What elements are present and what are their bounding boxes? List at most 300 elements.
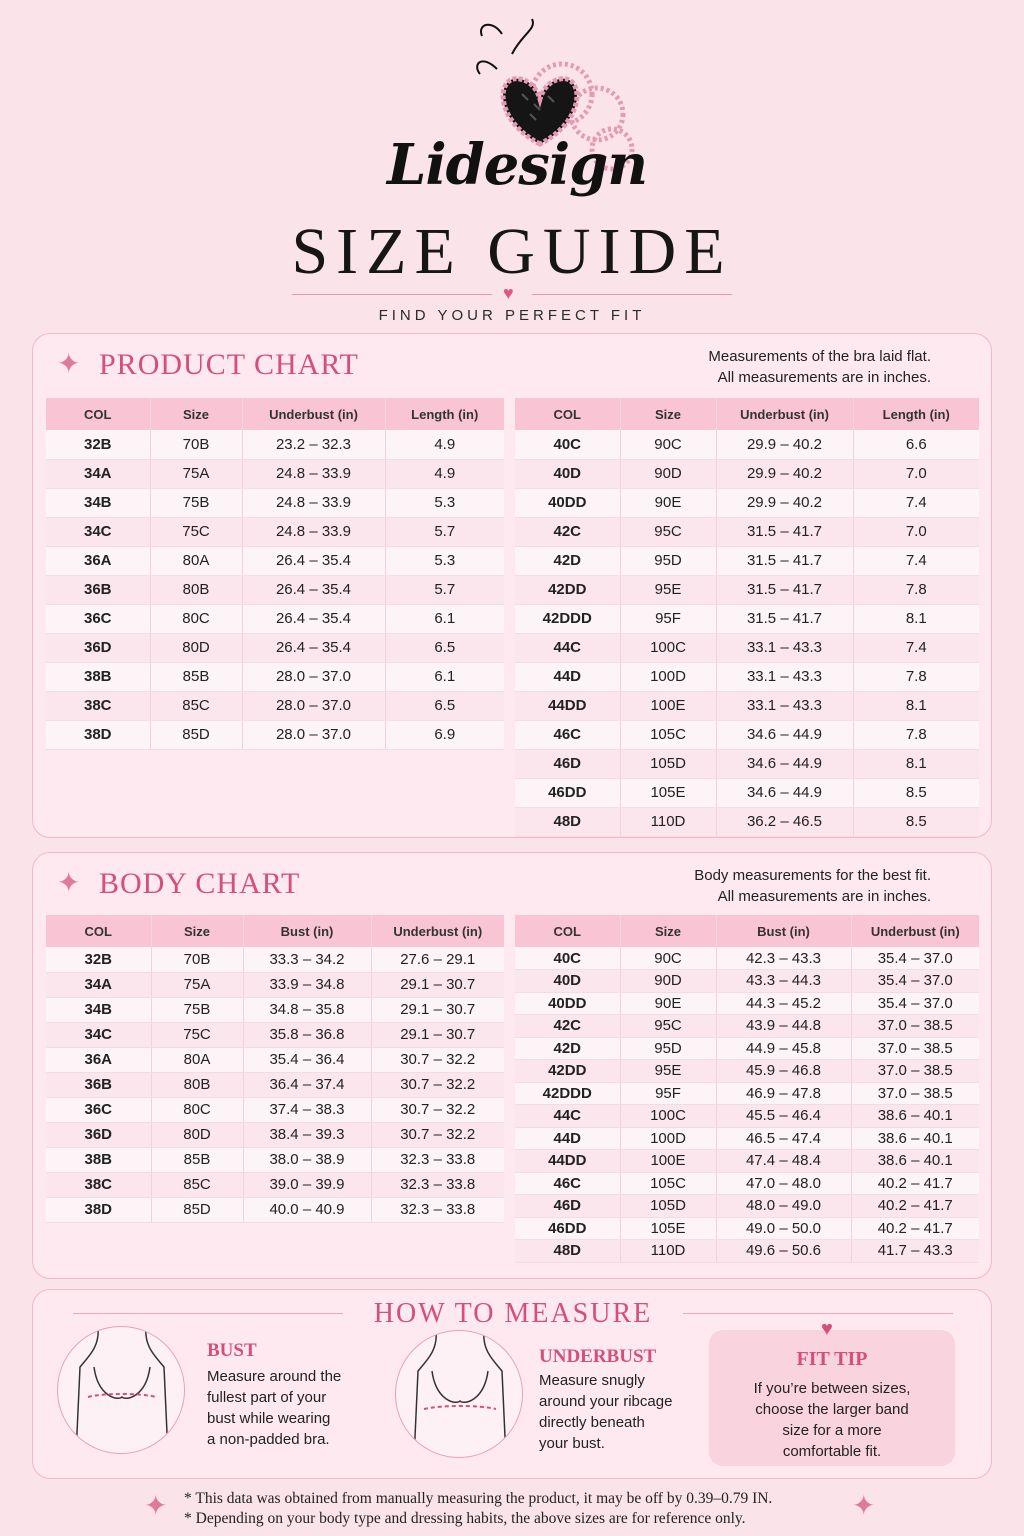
table-row [515,575,979,604]
column-header: Underbust (in) [242,398,385,430]
table-cell: 43.9 – 44.8 [716,1015,851,1038]
table-cell: 36B [46,1072,151,1097]
table-cell: 29.1 – 30.7 [371,972,504,997]
table-cell: 34.6 – 44.9 [716,749,853,778]
table-cell: 33.9 – 34.8 [243,972,371,997]
table-cell: 90D [620,970,716,993]
table-cell: 80C [151,1097,243,1122]
page-subtitle: FIND YOUR PERFECT FIT [378,307,646,324]
table-cell: 34.8 – 35.8 [243,997,371,1022]
table-cell: 49.0 – 50.0 [716,1217,851,1240]
footnote-1: * This data was obtained from manually measuring the product, it may be off by 0.39–0.79 IN. [184,1490,773,1507]
table-cell: 100C [620,633,716,662]
table-header-row [46,398,504,430]
table-cell: 48.0 – 49.0 [716,1195,851,1218]
tip-line: If you’re between sizes, [753,1380,911,1397]
table-cell: 42D [515,1037,620,1060]
column-header: Underbust (in) [851,915,979,947]
table-cell: 35.4 – 37.0 [851,970,979,993]
table-cell: 4.9 [385,459,504,488]
bust-illustration [57,1326,185,1454]
table-cell: 105C [620,720,716,749]
table-cell: 7.4 [853,488,979,517]
note-line: All measurements are in inches. [717,888,931,905]
table-cell: 80B [151,1072,243,1097]
table-cell: 40.2 – 41.7 [851,1172,979,1195]
table-cell: 5.3 [385,488,504,517]
table-row [46,1097,504,1122]
column-header: COL [46,915,151,947]
table-cell: 45.9 – 46.8 [716,1060,851,1083]
table-cell: 48D [515,807,620,836]
table-cell: 95C [620,517,716,546]
table-cell: 37.4 – 38.3 [243,1097,371,1122]
table-cell: 95D [620,546,716,575]
table-cell: 34A [46,459,150,488]
table-cell: 105C [620,1172,716,1195]
note-line: All measurements are in inches. [717,369,931,386]
table-row [515,1240,979,1263]
table-row [46,430,504,459]
brand-logo [372,14,662,214]
table-row [515,1105,979,1128]
product-chart-table-right [515,398,979,837]
column-header: Underbust (in) [716,398,853,430]
table-row [515,1172,979,1195]
table-row [46,1172,504,1197]
table-cell: 42DD [515,575,620,604]
table-cell: 5.7 [385,575,504,604]
table-cell: 7.0 [853,459,979,488]
table-cell: 46DD [515,778,620,807]
tip-line: comfortable fit. [782,1443,882,1460]
table-header-row [515,398,979,430]
table-row [46,1072,504,1097]
table-header-row [515,915,979,947]
table-row [515,1060,979,1083]
table-row [46,947,504,972]
table-cell: 36D [46,633,150,662]
table-cell: 46C [515,1172,620,1195]
table-cell: 8.1 [853,604,979,633]
column-header: Size [150,398,242,430]
table-cell: 33.1 – 43.3 [716,662,853,691]
table-cell: 90C [620,947,716,970]
table-cell: 39.0 – 39.9 [243,1172,371,1197]
table-cell: 32.3 – 33.8 [371,1197,504,1222]
heart-icon: ♥ [503,283,514,303]
table-row [515,604,979,633]
table-cell: 85B [151,1147,243,1172]
table-cell: 38C [46,691,150,720]
table-row [515,947,979,970]
table-row [46,575,504,604]
table-row [46,1047,504,1072]
table-cell: 38.0 – 38.9 [243,1147,371,1172]
table-cell: 44DD [515,1150,620,1173]
instruction-line: Measure snugly [539,1372,645,1389]
table-cell: 29.1 – 30.7 [371,1022,504,1047]
table-cell: 100E [620,1150,716,1173]
table-cell: 110D [620,1240,716,1263]
table-cell: 75A [150,459,242,488]
table-cell: 75B [150,488,242,517]
table-cell: 38B [46,1147,151,1172]
torso-icon [396,1331,523,1458]
table-cell: 110D [620,807,716,836]
table-row [46,720,504,749]
table-row [46,1147,504,1172]
table-cell: 95C [620,1015,716,1038]
table-cell: 35.4 – 37.0 [851,947,979,970]
torso-icon [58,1327,185,1454]
table-cell: 36A [46,1047,151,1072]
table-row [46,459,504,488]
table-cell: 36C [46,1097,151,1122]
table-row [515,1127,979,1150]
table-cell: 44D [515,662,620,691]
bust-title: BUST [207,1340,257,1361]
table-cell: 95F [620,604,716,633]
table-row [515,1037,979,1060]
table-cell: 37.0 – 38.5 [851,1015,979,1038]
table-cell: 45.5 – 46.4 [716,1105,851,1128]
table-cell: 37.0 – 38.5 [851,1037,979,1060]
table-cell: 40C [515,947,620,970]
table-cell: 7.8 [853,662,979,691]
title-divider-right [532,294,732,295]
table-cell: 32.3 – 33.8 [371,1172,504,1197]
fit-tip-text [729,1378,935,1462]
table-cell: 34.6 – 44.9 [716,720,853,749]
table-cell: 40.0 – 40.9 [243,1197,371,1222]
table-cell: 35.4 – 36.4 [243,1047,371,1072]
table-cell: 28.0 – 37.0 [242,720,385,749]
table-cell: 7.0 [853,517,979,546]
table-cell: 26.4 – 35.4 [242,633,385,662]
table-cell: 42DD [515,1060,620,1083]
bust-instructions [207,1366,341,1450]
table-row [46,691,504,720]
table-cell: 36A [46,546,150,575]
column-header: Size [151,915,243,947]
table-cell: 90E [620,488,716,517]
table-row [515,1150,979,1173]
table-cell: 75C [151,1022,243,1047]
table-cell: 46D [515,749,620,778]
table-cell: 7.8 [853,575,979,604]
table-cell: 38B [46,662,150,691]
table-cell: 49.6 – 50.6 [716,1240,851,1263]
table-row [515,749,979,778]
table-cell: 105E [620,1217,716,1240]
table-row [46,1122,504,1147]
table-cell: 80A [150,546,242,575]
table-cell: 5.3 [385,546,504,575]
table-row [515,970,979,993]
table-row [515,992,979,1015]
table-cell: 42.3 – 43.3 [716,947,851,970]
table-cell: 6.1 [385,662,504,691]
table-cell: 44C [515,1105,620,1128]
note-line: Body measurements for the best fit. [694,867,931,884]
table-row [46,1197,504,1222]
table-cell: 37.0 – 38.5 [851,1060,979,1083]
table-cell: 30.7 – 32.2 [371,1122,504,1147]
body-chart-table-left [46,915,504,1223]
table-cell: 24.8 – 33.9 [242,488,385,517]
table-cell: 38.6 – 40.1 [851,1105,979,1128]
table-cell: 30.7 – 32.2 [371,1072,504,1097]
instruction-line: Measure around the [207,1368,342,1385]
underbust-instructions [539,1370,672,1454]
table-cell: 80D [151,1122,243,1147]
instruction-line: around your ribcage [539,1393,673,1410]
table-cell: 38.6 – 40.1 [851,1127,979,1150]
table-cell: 33.1 – 43.3 [716,691,853,720]
table-cell: 85C [151,1172,243,1197]
how-to-measure-panel [32,1289,992,1479]
table-row [515,430,979,459]
table-cell: 38C [46,1172,151,1197]
table-row [515,662,979,691]
table-cell: 42D [515,546,620,575]
table-row [46,517,504,546]
table-cell: 43.3 – 44.3 [716,970,851,993]
table-cell: 47.4 – 48.4 [716,1150,851,1173]
table-cell: 34B [46,488,150,517]
table-cell: 95F [620,1082,716,1105]
sparkle-icon: ✦ [57,348,81,379]
table-cell: 75C [150,517,242,546]
table-cell: 100D [620,662,716,691]
table-cell: 70B [150,430,242,459]
table-cell: 35.8 – 36.8 [243,1022,371,1047]
table-cell: 85D [150,720,242,749]
table-cell: 29.9 – 40.2 [716,459,853,488]
table-cell: 8.1 [853,691,979,720]
table-cell: 32B [46,430,150,459]
table-cell: 80B [150,575,242,604]
table-cell: 8.5 [853,807,979,836]
table-cell: 36.4 – 37.4 [243,1072,371,1097]
table-cell: 6.1 [385,604,504,633]
product-chart-note [708,346,931,388]
table-cell: 95E [620,575,716,604]
table-cell: 40D [515,459,620,488]
table-cell: 38D [46,1197,151,1222]
table-cell: 80D [150,633,242,662]
table-cell: 46C [515,720,620,749]
instruction-line: a non-padded bra. [207,1431,330,1448]
product-chart-title: PRODUCT CHART [99,348,359,381]
table-cell: 6.9 [385,720,504,749]
body-chart-title: BODY CHART [99,867,301,900]
instruction-line: bust while wearing [207,1410,331,1427]
table-cell: 85B [150,662,242,691]
table-row [515,778,979,807]
underbust-illustration [395,1330,523,1458]
table-cell: 38D [46,720,150,749]
table-cell: 34A [46,972,151,997]
table-cell: 29.9 – 40.2 [716,488,853,517]
table-cell: 4.9 [385,430,504,459]
table-cell: 28.0 – 37.0 [242,691,385,720]
underbust-title: UNDERBUST [539,1346,657,1367]
table-row [46,488,504,517]
table-cell: 90E [620,992,716,1015]
column-header: Size [620,915,716,947]
table-cell: 7.4 [853,633,979,662]
table-cell: 24.8 – 33.9 [242,517,385,546]
instruction-line: fullest part of your [207,1389,327,1406]
table-cell: 42DDD [515,1082,620,1105]
table-cell: 30.7 – 32.2 [371,1097,504,1122]
table-cell: 29.1 – 30.7 [371,997,504,1022]
table-cell: 46.9 – 47.8 [716,1082,851,1105]
fit-tip-title: FIT TIP [796,1348,868,1370]
table-cell: 95D [620,1037,716,1060]
table-cell: 75B [151,997,243,1022]
table-cell: 47.0 – 48.0 [716,1172,851,1195]
table-cell: 40C [515,430,620,459]
table-cell: 80C [150,604,242,633]
table-row [46,546,504,575]
table-cell: 31.5 – 41.7 [716,575,853,604]
table-row [46,662,504,691]
table-cell: 85D [151,1197,243,1222]
table-row [515,517,979,546]
table-row [515,1082,979,1105]
table-row [515,1015,979,1038]
table-cell: 8.5 [853,778,979,807]
sparkle-icon: ✦ [852,1490,876,1521]
instruction-line: your bust. [539,1435,605,1452]
column-header: COL [515,915,620,947]
table-cell: 38.6 – 40.1 [851,1150,979,1173]
table-cell: 23.2 – 32.3 [242,430,385,459]
table-cell: 34B [46,997,151,1022]
table-cell: 8.1 [853,749,979,778]
column-header: Length (in) [385,398,504,430]
table-row [515,546,979,575]
table-row [515,1195,979,1218]
table-row [515,488,979,517]
table-cell: 40.2 – 41.7 [851,1217,979,1240]
table-cell: 33.1 – 43.3 [716,633,853,662]
table-cell: 36C [46,604,150,633]
table-cell: 38.4 – 39.3 [243,1122,371,1147]
table-cell: 44C [515,633,620,662]
table-cell: 31.5 – 41.7 [716,546,853,575]
table-cell: 105D [620,1195,716,1218]
table-cell: 105D [620,749,716,778]
table-cell: 37.0 – 38.5 [851,1082,979,1105]
table-cell: 100E [620,691,716,720]
table-cell: 42DDD [515,604,620,633]
table-cell: 90C [620,430,716,459]
table-cell: 31.5 – 41.7 [716,604,853,633]
table-cell: 32B [46,947,151,972]
table-cell: 32.3 – 33.8 [371,1147,504,1172]
how-to-measure-title: HOW TO MEASURE [373,1298,653,1329]
table-cell: 44DD [515,691,620,720]
footnote-2: * Depending on your body type and dressing habits, the above sizes are for reference only. [184,1510,746,1527]
note-line: Measurements of the bra laid flat. [708,348,931,365]
column-header: COL [515,398,620,430]
instruction-line: directly beneath [539,1414,645,1431]
sparkle-icon: ✦ [144,1490,168,1521]
heart-icon: ♥ [821,1318,833,1340]
product-chart-panel [32,333,992,838]
table-row [46,633,504,662]
brand-name: Lidesign [386,132,648,198]
table-cell: 24.8 – 33.9 [242,459,385,488]
table-cell: 40DD [515,992,620,1015]
table-row [515,633,979,662]
table-cell: 95E [620,1060,716,1083]
table-header-row [46,915,504,947]
table-cell: 48D [515,1240,620,1263]
table-cell: 26.4 – 35.4 [242,575,385,604]
table-cell: 7.8 [853,720,979,749]
column-header: Bust (in) [716,915,851,947]
column-header: Bust (in) [243,915,371,947]
page-title: SIZE GUIDE [291,215,733,288]
column-header: Size [620,398,716,430]
table-cell: 40DD [515,488,620,517]
table-cell: 70B [151,947,243,972]
table-cell: 46.5 – 47.4 [716,1127,851,1150]
table-cell: 7.4 [853,546,979,575]
table-cell: 36.2 – 46.5 [716,807,853,836]
table-cell: 100D [620,1127,716,1150]
table-cell: 34C [46,517,150,546]
column-header: Underbust (in) [371,915,504,947]
table-cell: 100C [620,1105,716,1128]
table-cell: 41.7 – 43.3 [851,1240,979,1263]
table-cell: 42C [515,517,620,546]
table-cell: 105E [620,778,716,807]
table-cell: 28.0 – 37.0 [242,662,385,691]
table-cell: 6.6 [853,430,979,459]
table-cell: 33.3 – 34.2 [243,947,371,972]
table-row [46,972,504,997]
table-cell: 26.4 – 35.4 [242,546,385,575]
table-cell: 27.6 – 29.1 [371,947,504,972]
body-chart-table-right [515,915,979,1263]
table-row [515,720,979,749]
table-row [515,1217,979,1240]
table-cell: 85C [150,691,242,720]
table-row [46,1022,504,1047]
table-cell: 34C [46,1022,151,1047]
table-cell: 40.2 – 41.7 [851,1195,979,1218]
table-cell: 29.9 – 40.2 [716,430,853,459]
table-cell: 46D [515,1195,620,1218]
table-row [515,807,979,836]
table-cell: 36D [46,1122,151,1147]
table-cell: 42C [515,1015,620,1038]
table-row [46,997,504,1022]
table-cell: 90D [620,459,716,488]
column-header: Length (in) [853,398,979,430]
table-cell: 36B [46,575,150,604]
table-cell: 31.5 – 41.7 [716,517,853,546]
table-cell: 6.5 [385,633,504,662]
table-cell: 40D [515,970,620,993]
table-row [515,459,979,488]
